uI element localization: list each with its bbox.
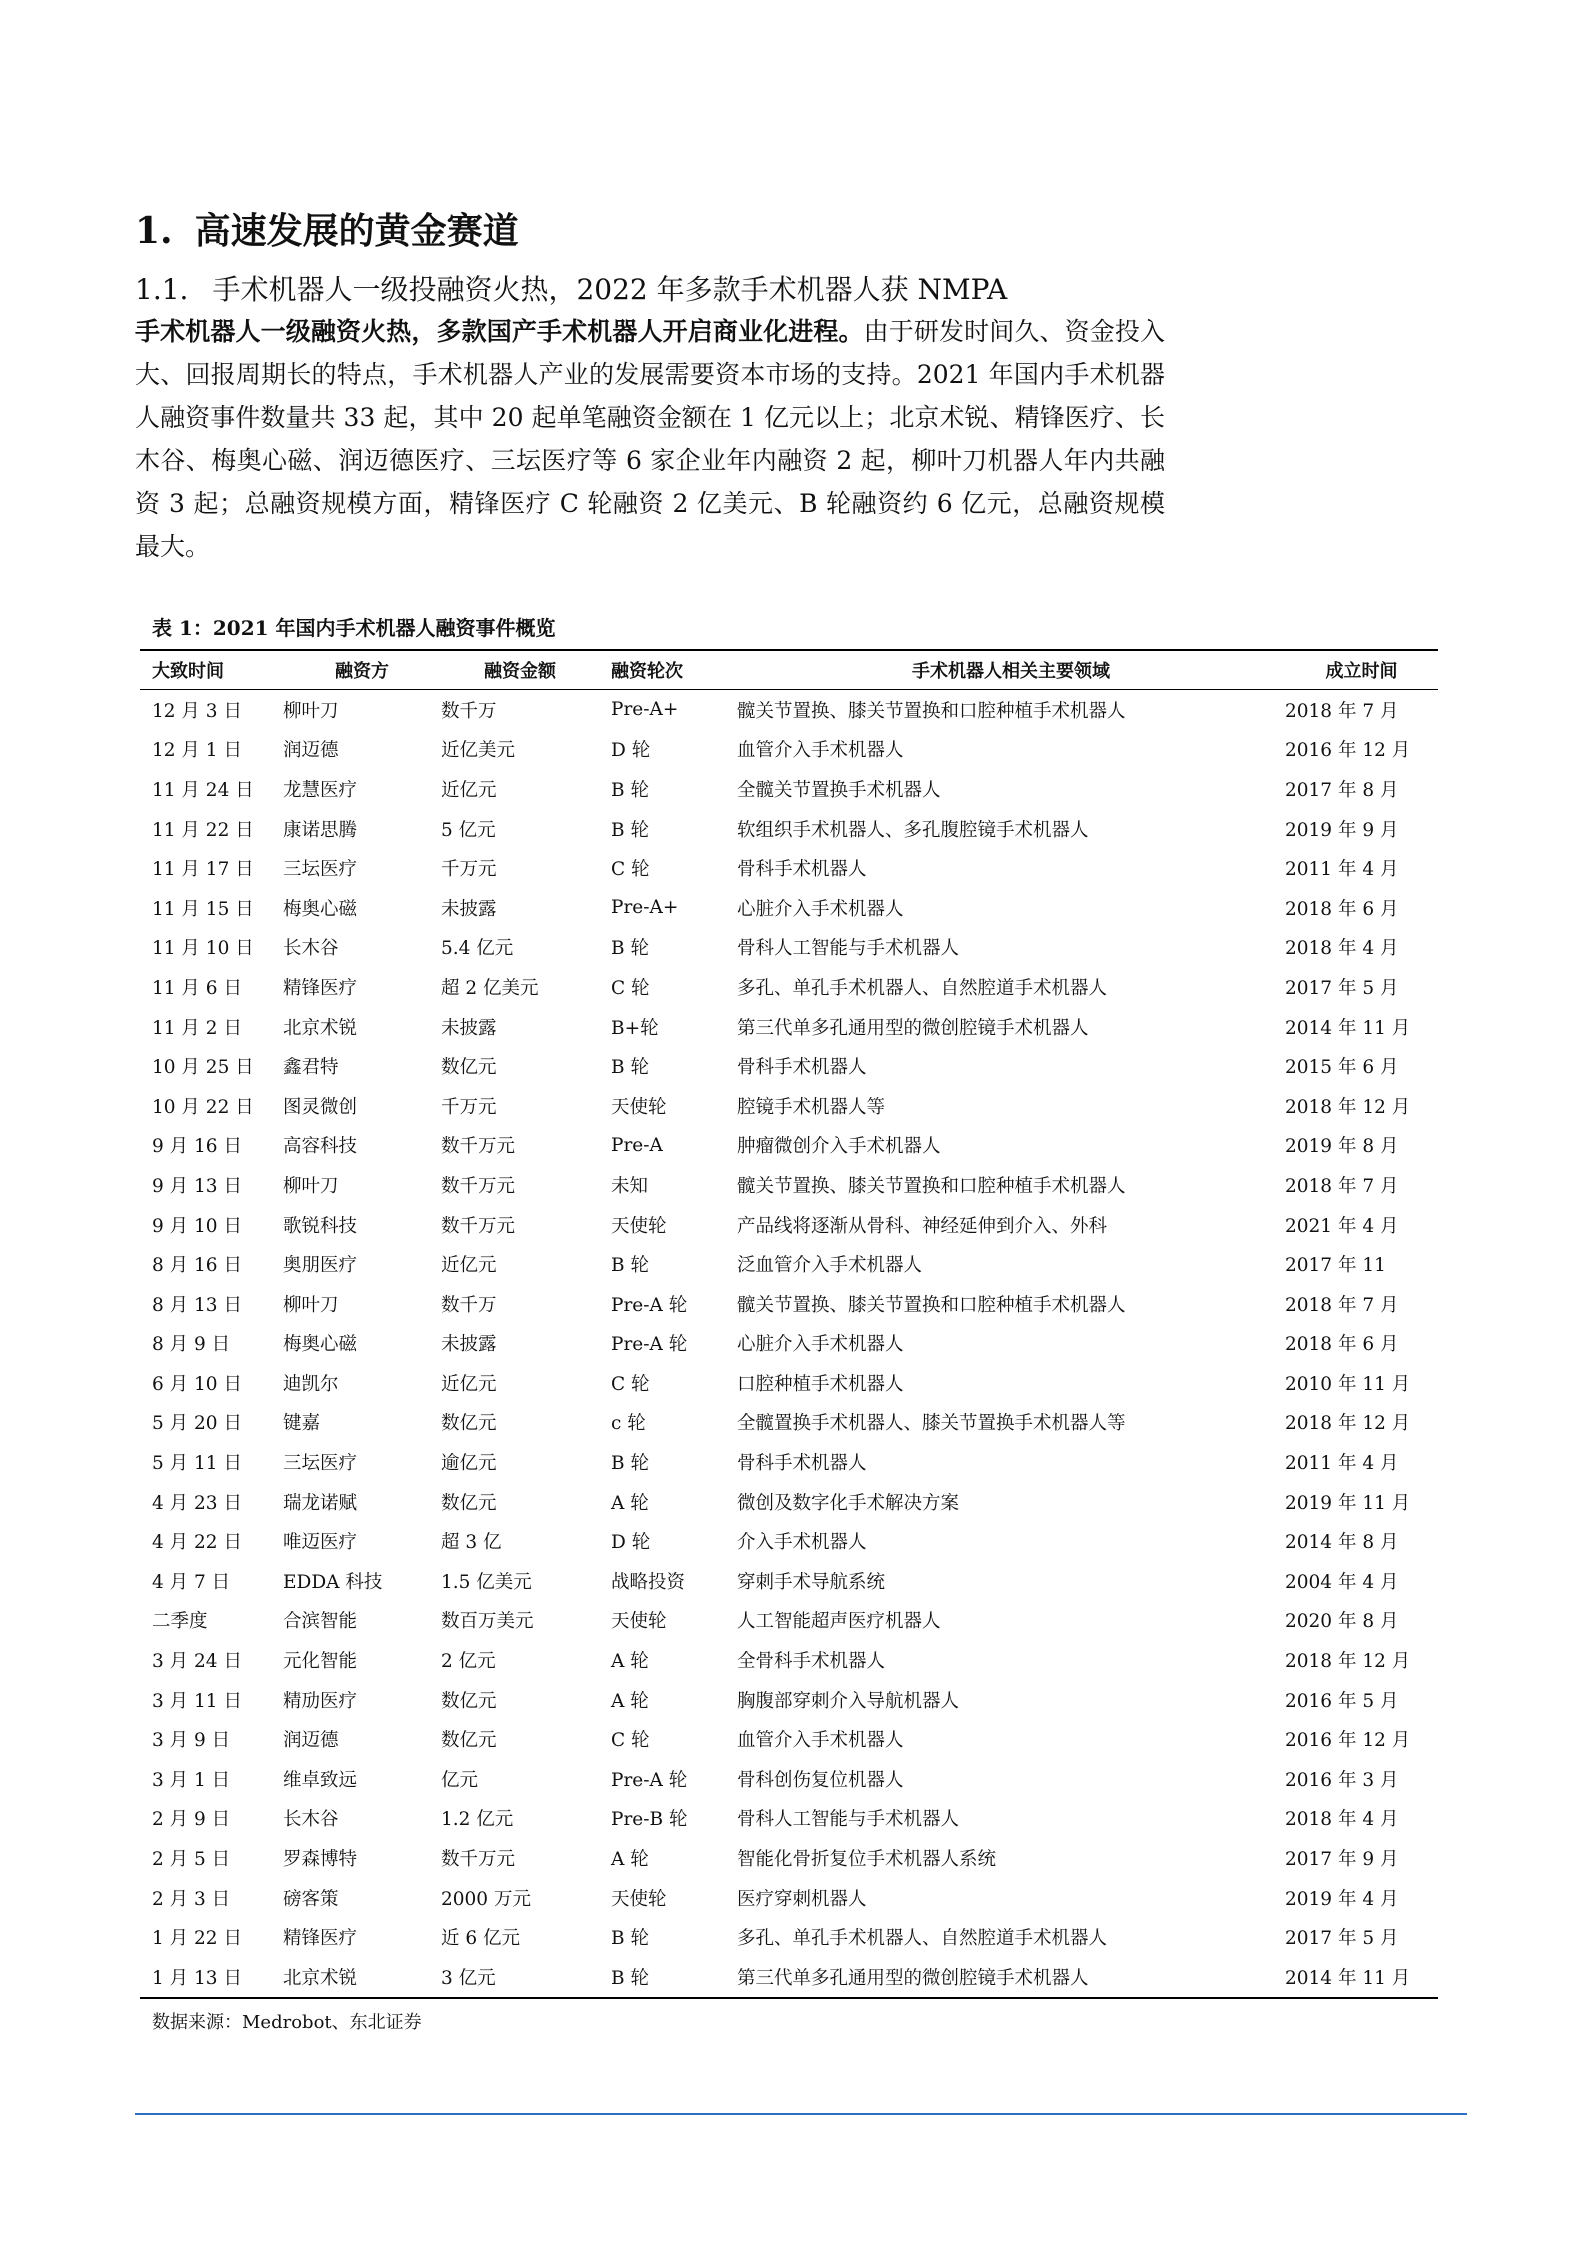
financing-events-table [140, 649, 1438, 1999]
cell-established: 2004 年 4 月 [1285, 1571, 1399, 1593]
section-number: 1. [135, 210, 173, 252]
cell-company: 奥朋医疗 [283, 1255, 358, 1277]
table-row [140, 690, 1438, 730]
cell-field: 介入手术机器人 [737, 1532, 867, 1554]
cell-time: 3 月 1 日 [152, 1769, 231, 1791]
table-row [140, 967, 1438, 1007]
cell-round: Pre-A+ [611, 897, 679, 919]
data-source-note: 数据来源：Medrobot、东北证券 [152, 2012, 422, 2033]
cell-round: 天使轮 [611, 1888, 667, 1910]
cell-company: 润迈德 [283, 740, 339, 762]
cell-time: 2 月 5 日 [152, 1849, 231, 1871]
cell-round: B 轮 [611, 1057, 649, 1079]
cell-field: 全髋关节置换手术机器人 [737, 779, 941, 801]
cell-amount: 数千万元 [441, 1849, 516, 1871]
table-row [140, 1917, 1438, 1957]
cell-round: 天使轮 [611, 1611, 667, 1633]
cell-amount: 数亿元 [441, 1057, 497, 1079]
cell-amount: 数千万元 [441, 1215, 516, 1237]
cell-time: 8 月 9 日 [152, 1334, 231, 1356]
cell-amount: 1.2 亿元 [441, 1809, 514, 1831]
cell-established: 2018 年 7 月 [1285, 700, 1399, 722]
cell-amount: 亿元 [441, 1769, 479, 1791]
cell-time: 10 月 22 日 [152, 1096, 254, 1118]
cell-round: B 轮 [611, 779, 649, 801]
cell-round: A 轮 [611, 1690, 649, 1712]
cell-time: 4 月 7 日 [152, 1571, 231, 1593]
cell-round: A 轮 [611, 1849, 649, 1871]
table-row [140, 1640, 1438, 1680]
cell-round: B 轮 [611, 819, 649, 841]
cell-round: Pre-A+ [611, 699, 679, 721]
cell-established: 2011 年 4 月 [1285, 1453, 1399, 1475]
body-paragraph [135, 310, 1165, 568]
header-field: 手术机器人相关主要领域 [912, 661, 1110, 682]
cell-established: 2021 年 4 月 [1285, 1215, 1399, 1237]
cell-field: 第三代单多孔通用型的微创腔镜手术机器人 [737, 1967, 1089, 1989]
cell-amount: 数千万 [441, 700, 497, 722]
cell-round: D 轮 [611, 1532, 651, 1554]
cell-amount: 2000 万元 [441, 1888, 531, 1910]
cell-amount: 近亿元 [441, 779, 497, 801]
cell-amount: 5 亿元 [441, 819, 496, 841]
cell-amount: 近亿元 [441, 1255, 497, 1277]
cell-established: 2016 年 3 月 [1285, 1769, 1399, 1791]
cell-company: 罗森博特 [283, 1849, 358, 1871]
cell-time: 3 月 24 日 [152, 1651, 242, 1673]
cell-round: B 轮 [611, 1928, 649, 1950]
table-row [140, 1957, 1438, 1998]
cell-company: 迪凯尔 [283, 1373, 339, 1395]
cell-amount: 3 亿元 [441, 1967, 496, 1989]
cell-field: 产品线将逐渐从骨科、神经延伸到介入、外科 [737, 1215, 1108, 1237]
header-time: 大致时间 [152, 661, 224, 682]
cell-amount: 逾亿元 [441, 1453, 497, 1475]
cell-field: 心脏介入手术机器人 [737, 1334, 904, 1356]
table-row [140, 1878, 1438, 1918]
cell-time: 11 月 24 日 [152, 779, 254, 801]
cell-field: 第三代单多孔通用型的微创腔镜手术机器人 [737, 1017, 1089, 1039]
table-header-row [140, 650, 1438, 690]
table-row [140, 1838, 1438, 1878]
cell-field: 髋关节置换、膝关节置换和口腔种植手术机器人 [737, 1175, 1126, 1197]
cell-established: 2014 年 11 月 [1285, 1967, 1411, 1989]
cell-established: 2019 年 4 月 [1285, 1888, 1399, 1910]
cell-established: 2018 年 6 月 [1285, 1334, 1399, 1356]
subsection-heading [135, 270, 1007, 310]
cell-amount: 近 6 亿元 [441, 1928, 521, 1950]
cell-company: 键嘉 [283, 1413, 321, 1435]
cell-company: 三坛医疗 [283, 859, 358, 881]
cell-company: 康诺思腾 [283, 819, 358, 841]
cell-round: C 轮 [611, 977, 650, 999]
cell-company: 精锋医疗 [283, 1928, 358, 1950]
cell-time: 8 月 13 日 [152, 1294, 242, 1316]
cell-established: 2016 年 12 月 [1285, 740, 1411, 762]
table-row [140, 1601, 1438, 1641]
table-row [140, 1205, 1438, 1245]
cell-established: 2018 年 4 月 [1285, 938, 1399, 960]
cell-field: 医疗穿刺机器人 [737, 1888, 867, 1910]
cell-field: 髋关节置换、膝关节置换和口腔种植手术机器人 [737, 1294, 1126, 1316]
cell-time: 11 月 6 日 [152, 977, 242, 999]
cell-round: B 轮 [611, 938, 649, 960]
paragraph-lead: 手术机器人一级融资火热，多款国产手术机器人开启商业化进程。 [135, 317, 864, 346]
table-row [140, 928, 1438, 968]
cell-company: 润迈德 [283, 1730, 339, 1752]
cell-company: 瑞龙诺赋 [283, 1492, 358, 1514]
cell-field: 微创及数字化手术解决方案 [737, 1492, 960, 1514]
cell-time: 3 月 11 日 [152, 1690, 242, 1712]
cell-field: 泛血管介入手术机器人 [737, 1255, 923, 1277]
table-row [140, 1244, 1438, 1284]
cell-amount: 千万元 [441, 1096, 497, 1118]
header-established: 成立时间 [1325, 661, 1398, 682]
cell-company: 龙慧医疗 [283, 779, 358, 801]
table-row [140, 1165, 1438, 1205]
cell-round: Pre-A 轮 [611, 1334, 688, 1356]
cell-time: 11 月 10 日 [152, 938, 254, 960]
cell-established: 2017 年 5 月 [1285, 977, 1399, 999]
cell-time: 3 月 9 日 [152, 1730, 231, 1752]
cell-time: 1 月 13 日 [152, 1967, 242, 1989]
cell-time: 1 月 22 日 [152, 1928, 242, 1950]
cell-time: 11 月 2 日 [152, 1017, 242, 1039]
cell-company: 北京术锐 [283, 1017, 358, 1039]
cell-amount: 数亿元 [441, 1730, 497, 1752]
cell-established: 2017 年 5 月 [1285, 1928, 1399, 1950]
cell-established: 2014 年 11 月 [1285, 1017, 1411, 1039]
header-amount: 融资金额 [484, 661, 556, 682]
cell-company: 北京术锐 [283, 1967, 358, 1989]
cell-established: 2018 年 7 月 [1285, 1294, 1399, 1316]
paragraph-body: 由于研发时间久、资金投入大、回报周期长的特点，手术机器人产业的发展需要资本市场的支持。2021 年国内手术机器人融资事件数量共 33 起，其中 20 起单笔融资金额在 1 亿元以上；北京术锐、精锋医疗、长木谷、梅奥心磁、润迈德医疗、三坛医疗等 6 家企业年内融资 2 起，柳叶刀机器人年内共融资 3 起；总融资规模方面，精锋医疗 C 轮融资 2 亿美元、B 轮融资约 6 亿元，总融资规模最大。 [135, 317, 1165, 561]
cell-company: 长木谷 [283, 1809, 339, 1831]
cell-round: Pre-A 轮 [611, 1769, 688, 1791]
cell-field: 髋关节置换、膝关节置换和口腔种植手术机器人 [737, 700, 1126, 722]
cell-field: 全骨科手术机器人 [737, 1651, 886, 1673]
cell-round: B+轮 [611, 1017, 659, 1039]
cell-established: 2014 年 8 月 [1285, 1532, 1399, 1554]
cell-company: 唯迈医疗 [283, 1532, 358, 1554]
section-heading [135, 206, 519, 256]
cell-round: 未知 [611, 1175, 649, 1197]
cell-time: 12 月 3 日 [152, 700, 242, 722]
cell-company: 精劢医疗 [283, 1690, 358, 1712]
cell-round: Pre-A [611, 1134, 663, 1156]
cell-amount: 近亿元 [441, 1373, 497, 1395]
cell-field: 多孔、单孔手术机器人、自然腔道手术机器人 [737, 977, 1108, 999]
cell-round: Pre-A 轮 [611, 1294, 688, 1316]
cell-company: 梅奥心磁 [283, 1334, 358, 1356]
cell-company: 梅奥心磁 [283, 898, 358, 920]
cell-established: 2018 年 7 月 [1285, 1175, 1399, 1197]
cell-company: 三坛医疗 [283, 1453, 358, 1475]
table-row [140, 1324, 1438, 1364]
cell-field: 口腔种植手术机器人 [737, 1373, 904, 1395]
cell-amount: 未披露 [441, 1017, 497, 1039]
cell-established: 2019 年 11 月 [1285, 1492, 1411, 1514]
table-body [140, 690, 1438, 1998]
cell-amount: 超 3 亿 [441, 1532, 502, 1554]
cell-company: 鑫君特 [283, 1057, 339, 1079]
table-caption: 表 1：2021 年国内手术机器人融资事件概览 [152, 616, 556, 640]
cell-amount: 数亿元 [441, 1413, 497, 1435]
cell-company: 图灵微创 [283, 1096, 358, 1118]
cell-field: 全髋置换手术机器人、膝关节置换手术机器人等 [737, 1413, 1126, 1435]
cell-round: A 轮 [611, 1492, 649, 1514]
table-row [140, 1799, 1438, 1839]
cell-established: 2018 年 12 月 [1285, 1413, 1411, 1435]
cell-amount: 未披露 [441, 898, 497, 920]
cell-amount: 数千万元 [441, 1136, 516, 1158]
cell-field: 胸腹部穿刺介入导航机器人 [737, 1690, 960, 1712]
cell-amount: 超 2 亿美元 [441, 977, 539, 999]
cell-amount: 1.5 亿美元 [441, 1571, 532, 1593]
cell-field: 腔镜手术机器人等 [737, 1096, 886, 1118]
table-row [140, 1363, 1438, 1403]
cell-round: 天使轮 [611, 1096, 667, 1118]
cell-field: 心脏介入手术机器人 [737, 898, 904, 920]
table-row [140, 769, 1438, 809]
cell-company: 合滨智能 [283, 1611, 358, 1633]
cell-field: 多孔、单孔手术机器人、自然腔道手术机器人 [737, 1928, 1108, 1950]
cell-amount: 千万元 [441, 859, 497, 881]
cell-amount: 未披露 [441, 1334, 497, 1356]
cell-amount: 数千万 [441, 1294, 497, 1316]
cell-time: 4 月 22 日 [152, 1532, 242, 1554]
cell-field: 软组织手术机器人、多孔腹腔镜手术机器人 [737, 819, 1089, 841]
header-round: 融资轮次 [611, 661, 683, 682]
cell-field: 人工智能超声医疗机器人 [737, 1611, 941, 1633]
table-row [140, 1442, 1438, 1482]
cell-round: C 轮 [611, 1373, 650, 1395]
cell-company: 维卓致远 [283, 1769, 358, 1791]
subsection-number: 1.1. [135, 273, 189, 306]
cell-established: 2017 年 9 月 [1285, 1849, 1399, 1871]
table-row [140, 1284, 1438, 1324]
subsection-title: 手术机器人一级投融资火热，2022 年多款手术机器人获 NMPA [212, 273, 1008, 306]
financing-table-container [140, 649, 1438, 1999]
cell-company: 元化智能 [283, 1651, 358, 1673]
table-row [140, 1482, 1438, 1522]
cell-field: 骨科人工智能与手术机器人 [737, 938, 960, 960]
cell-established: 2019 年 8 月 [1285, 1136, 1399, 1158]
cell-established: 2018 年 4 月 [1285, 1809, 1399, 1831]
table-row [140, 1126, 1438, 1166]
cell-field: 骨科创伤复位机器人 [737, 1769, 904, 1791]
cell-time: 9 月 10 日 [152, 1215, 242, 1237]
cell-field: 骨科手术机器人 [737, 859, 867, 881]
cell-established: 2015 年 6 月 [1285, 1057, 1399, 1079]
cell-field: 穿刺手术导航系统 [737, 1571, 886, 1593]
cell-company: 长木谷 [283, 938, 339, 960]
cell-established: 2019 年 9 月 [1285, 819, 1399, 841]
cell-field: 智能化骨折复位手术机器人系统 [737, 1849, 997, 1871]
table-row [140, 1561, 1438, 1601]
cell-field: 血管介入手术机器人 [737, 1730, 904, 1752]
cell-established: 2018 年 12 月 [1285, 1651, 1411, 1673]
cell-time: 11 月 22 日 [152, 819, 254, 841]
cell-established: 2017 年 11 [1285, 1255, 1386, 1277]
table-row [140, 848, 1438, 888]
cell-established: 2017 年 8 月 [1285, 779, 1399, 801]
cell-time: 8 月 16 日 [152, 1255, 242, 1277]
cell-time: 6 月 10 日 [152, 1373, 242, 1395]
cell-round: B 轮 [611, 1453, 649, 1475]
cell-company: EDDA 科技 [283, 1571, 383, 1593]
table-row [140, 1046, 1438, 1086]
table-row [140, 809, 1438, 849]
cell-company: 柳叶刀 [283, 700, 339, 722]
table-row [140, 1007, 1438, 1047]
table-row [140, 888, 1438, 928]
cell-time: 9 月 13 日 [152, 1175, 242, 1197]
cell-round: 战略投资 [611, 1571, 686, 1593]
cell-amount: 数千万元 [441, 1175, 516, 1197]
cell-round: D 轮 [611, 740, 651, 762]
cell-field: 骨科手术机器人 [737, 1057, 867, 1079]
cell-company: 磅客策 [283, 1888, 339, 1910]
cell-field: 血管介入手术机器人 [737, 740, 904, 762]
cell-time: 5 月 20 日 [152, 1413, 242, 1435]
cell-amount: 5.4 亿元 [441, 938, 514, 960]
table-row [140, 1680, 1438, 1720]
cell-field: 肿瘤微创介入手术机器人 [737, 1136, 941, 1158]
table-row [140, 1719, 1438, 1759]
cell-company: 精锋医疗 [283, 977, 358, 999]
cell-round: c 轮 [611, 1413, 646, 1435]
cell-round: B 轮 [611, 1255, 649, 1277]
cell-round: A 轮 [611, 1651, 649, 1673]
cell-established: 2020 年 8 月 [1285, 1611, 1399, 1633]
cell-established: 2018 年 12 月 [1285, 1096, 1411, 1118]
cell-time: 二季度 [152, 1611, 208, 1633]
cell-round: C 轮 [611, 1730, 650, 1752]
cell-amount: 数百万美元 [441, 1611, 534, 1633]
table-row [140, 730, 1438, 770]
cell-round: B 轮 [611, 1967, 649, 1989]
cell-round: Pre-B 轮 [611, 1809, 688, 1831]
cell-amount: 2 亿元 [441, 1651, 496, 1673]
cell-round: C 轮 [611, 859, 650, 881]
cell-time: 9 月 16 日 [152, 1136, 242, 1158]
cell-company: 柳叶刀 [283, 1294, 339, 1316]
cell-time: 4 月 23 日 [152, 1492, 242, 1514]
header-company: 融资方 [335, 661, 389, 682]
cell-established: 2018 年 6 月 [1285, 898, 1399, 920]
cell-time: 11 月 17 日 [152, 859, 254, 881]
cell-amount: 数亿元 [441, 1690, 497, 1712]
cell-company: 歌锐科技 [283, 1215, 358, 1237]
table-row [140, 1403, 1438, 1443]
cell-time: 10 月 25 日 [152, 1057, 254, 1079]
cell-established: 2010 年 11 月 [1285, 1373, 1411, 1395]
cell-amount: 近亿美元 [441, 740, 516, 762]
table-row [140, 1086, 1438, 1126]
cell-field: 骨科人工智能与手术机器人 [737, 1809, 960, 1831]
cell-established: 2016 年 12 月 [1285, 1730, 1411, 1752]
cell-time: 11 月 15 日 [152, 898, 254, 920]
cell-established: 2011 年 4 月 [1285, 859, 1399, 881]
cell-time: 2 月 9 日 [152, 1809, 231, 1831]
table-row [140, 1521, 1438, 1561]
cell-round: 天使轮 [611, 1215, 667, 1237]
cell-time: 12 月 1 日 [152, 740, 242, 762]
section-title: 高速发展的黄金赛道 [194, 210, 519, 252]
cell-company: 高容科技 [283, 1136, 358, 1158]
cell-established: 2016 年 5 月 [1285, 1690, 1399, 1712]
footer-divider [135, 2113, 1467, 2115]
table-row [140, 1759, 1438, 1799]
cell-time: 2 月 3 日 [152, 1888, 231, 1910]
cell-amount: 数亿元 [441, 1492, 497, 1514]
cell-field: 骨科手术机器人 [737, 1453, 867, 1475]
cell-company: 柳叶刀 [283, 1175, 339, 1197]
cell-time: 5 月 11 日 [152, 1453, 242, 1475]
